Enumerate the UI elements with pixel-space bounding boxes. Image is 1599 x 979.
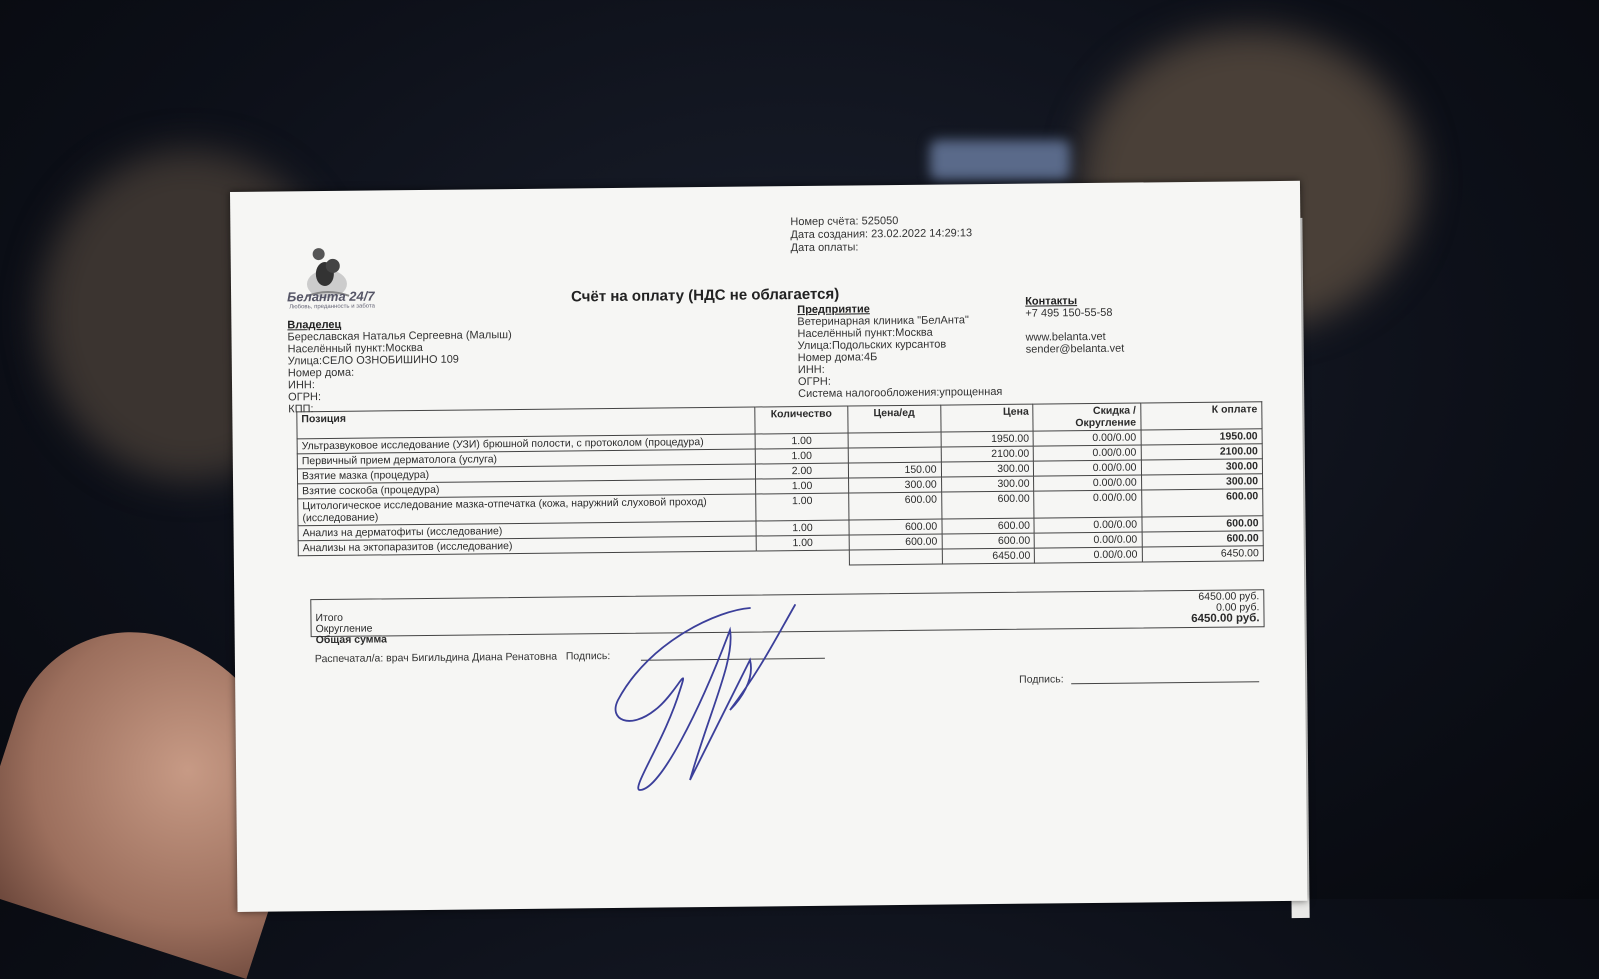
signature-line-2 (1071, 681, 1259, 684)
total-pay: 6450.00 (1142, 546, 1264, 562)
company-line: Номер дома:4Б (797, 351, 878, 365)
handwritten-signature-icon (610, 600, 810, 800)
col-header-qty: Количество (755, 406, 848, 434)
items-table (296, 401, 1264, 571)
cell-name: Взятие соскоба (процедура) (298, 479, 756, 499)
cell-name: Первичный прием дерматолога (услуга) (297, 449, 755, 469)
cell-price: 300.00 (941, 461, 1034, 477)
contacts-heading: Контакты (1025, 295, 1078, 308)
invoice-number: Номер счёта: 525050 (790, 215, 899, 229)
owner-line: Номер дома: (287, 366, 355, 380)
cell-qty: 1.00 (756, 478, 849, 494)
company-line: ИНН: (797, 363, 825, 377)
cell-price: 300.00 (941, 476, 1034, 492)
contact-email: sender@belanta.vet (1025, 342, 1125, 356)
col-header-discount: Скидка / Округление (1033, 403, 1140, 431)
cell-qty: 1.00 (756, 493, 849, 521)
cell-name: Цитологическое исследование мазка-отпечатка (кожа, наружний слуховой проход) (исследование) (298, 494, 756, 526)
itogo-value: 6450.00 руб. (1198, 590, 1260, 603)
cell-pay: 600.00 (1141, 516, 1263, 532)
cell-discount: 0.00/0.00 (1034, 517, 1141, 533)
col-header-unit: Цена/ед (848, 405, 941, 433)
cell-qty: 1.00 (756, 520, 849, 536)
cell-discount: 0.00/0.00 (1034, 445, 1141, 461)
cell-name: Анализ на дерматофиты (исследование) (298, 521, 756, 541)
cell-unit: 600.00 (849, 519, 942, 535)
cell-pay: 600.00 (1142, 531, 1264, 547)
col-header-price: Цена (940, 404, 1033, 432)
cell-name: Ультразвуковое исследование (УЗИ) брюшной полости, с протоколом (процедура) (297, 434, 755, 454)
company-line: Ветеринарная клиника "БелАнта" (797, 314, 969, 329)
owner-line: Населённый пункт:Москва (287, 341, 423, 356)
cell-price: 600.00 (942, 533, 1035, 549)
cell-unit (848, 432, 941, 448)
company-heading: Предприятие (797, 303, 870, 317)
contact-site: www.belanta.vet (1025, 330, 1106, 344)
cell-pay: 300.00 (1141, 459, 1263, 475)
cell-qty: 1.00 (755, 433, 848, 449)
invoice-paper (230, 181, 1307, 912)
background-blue-object (930, 140, 1070, 180)
owner-line: Улица:СЕЛО ОЗНОБИШИНО 109 (287, 353, 459, 368)
logo-subtitle: Любовь, преданность и забота (289, 303, 376, 311)
logo-name: Беланта 24/7 (287, 288, 375, 305)
cell-price: 600.00 (941, 491, 1034, 519)
total-price: 6450.00 (942, 548, 1035, 564)
cell-discount: 0.00/0.00 (1034, 475, 1141, 491)
col-header-pay: К оплате (1140, 402, 1262, 430)
total-sum-label: Общая сумма (315, 633, 388, 647)
signature-label: Подпись: (565, 650, 611, 663)
company-line: Улица:Подольских курсантов (797, 338, 947, 353)
signature-label-2: Подпись: (1019, 673, 1064, 686)
company-line: Система налогообложения:упрощенная (798, 385, 1003, 401)
cell-pay: 1950.00 (1141, 429, 1263, 445)
cell-name: Взятие мазка (процедура) (297, 464, 755, 484)
cell-pay: 600.00 (1141, 489, 1263, 517)
cell-pay: 2100.00 (1141, 444, 1263, 460)
cell-qty: 1.00 (755, 448, 848, 464)
company-line: Населённый пункт:Москва (797, 326, 933, 341)
owner-line: ИНН: (287, 379, 315, 392)
document-title: Счёт на оплату (НДС не облагается) (571, 285, 840, 306)
cell-price: 600.00 (942, 518, 1035, 534)
rounding-label: Округление (315, 622, 373, 636)
cell-price: 2100.00 (941, 446, 1034, 462)
cell-unit (848, 447, 941, 463)
cell-unit: 600.00 (849, 492, 942, 520)
cell-unit: 150.00 (848, 462, 941, 478)
col-header-position: Позиция (297, 407, 755, 439)
cell-pay: 300.00 (1141, 474, 1263, 490)
total-sum-value: 6450.00 руб. (1191, 612, 1260, 625)
cell-qty: 1.00 (756, 535, 849, 551)
cell-qty: 2.00 (755, 463, 848, 479)
rounding-value: 0.00 руб. (1215, 601, 1260, 614)
cell-name: Анализы на эктопаразитов (исследование) (298, 536, 756, 556)
created-date: Дата создания: 23.02.2022 14:29:13 (790, 227, 973, 242)
cell-unit: 600.00 (849, 534, 942, 550)
printed-by-text: Распечатал/а: врач Бигильдина Диана Ренатовна (314, 650, 558, 666)
cell-discount: 0.00/0.00 (1034, 460, 1141, 476)
total-discount: 0.00/0.00 (1035, 547, 1142, 563)
owner-line: Береславская Наталья Сергеевна (Малыш) (287, 329, 512, 344)
contact-phone: +7 495 150-55-58 (1025, 306, 1113, 320)
cell-discount: 0.00/0.00 (1035, 532, 1142, 548)
owner-heading: Владелец (287, 318, 342, 332)
cell-discount: 0.00/0.00 (1034, 490, 1141, 518)
printed-by (315, 650, 611, 665)
itogo-label: Итого (315, 611, 344, 625)
payment-date: Дата оплаты: (790, 241, 859, 255)
company-line: ОГРН: (797, 375, 831, 389)
cell-unit: 300.00 (848, 477, 941, 493)
cell-discount: 0.00/0.00 (1034, 430, 1141, 446)
cell-price: 1950.00 (941, 431, 1034, 447)
owner-line: КПП: (288, 403, 314, 416)
owner-line: ОГРН: (288, 391, 322, 404)
